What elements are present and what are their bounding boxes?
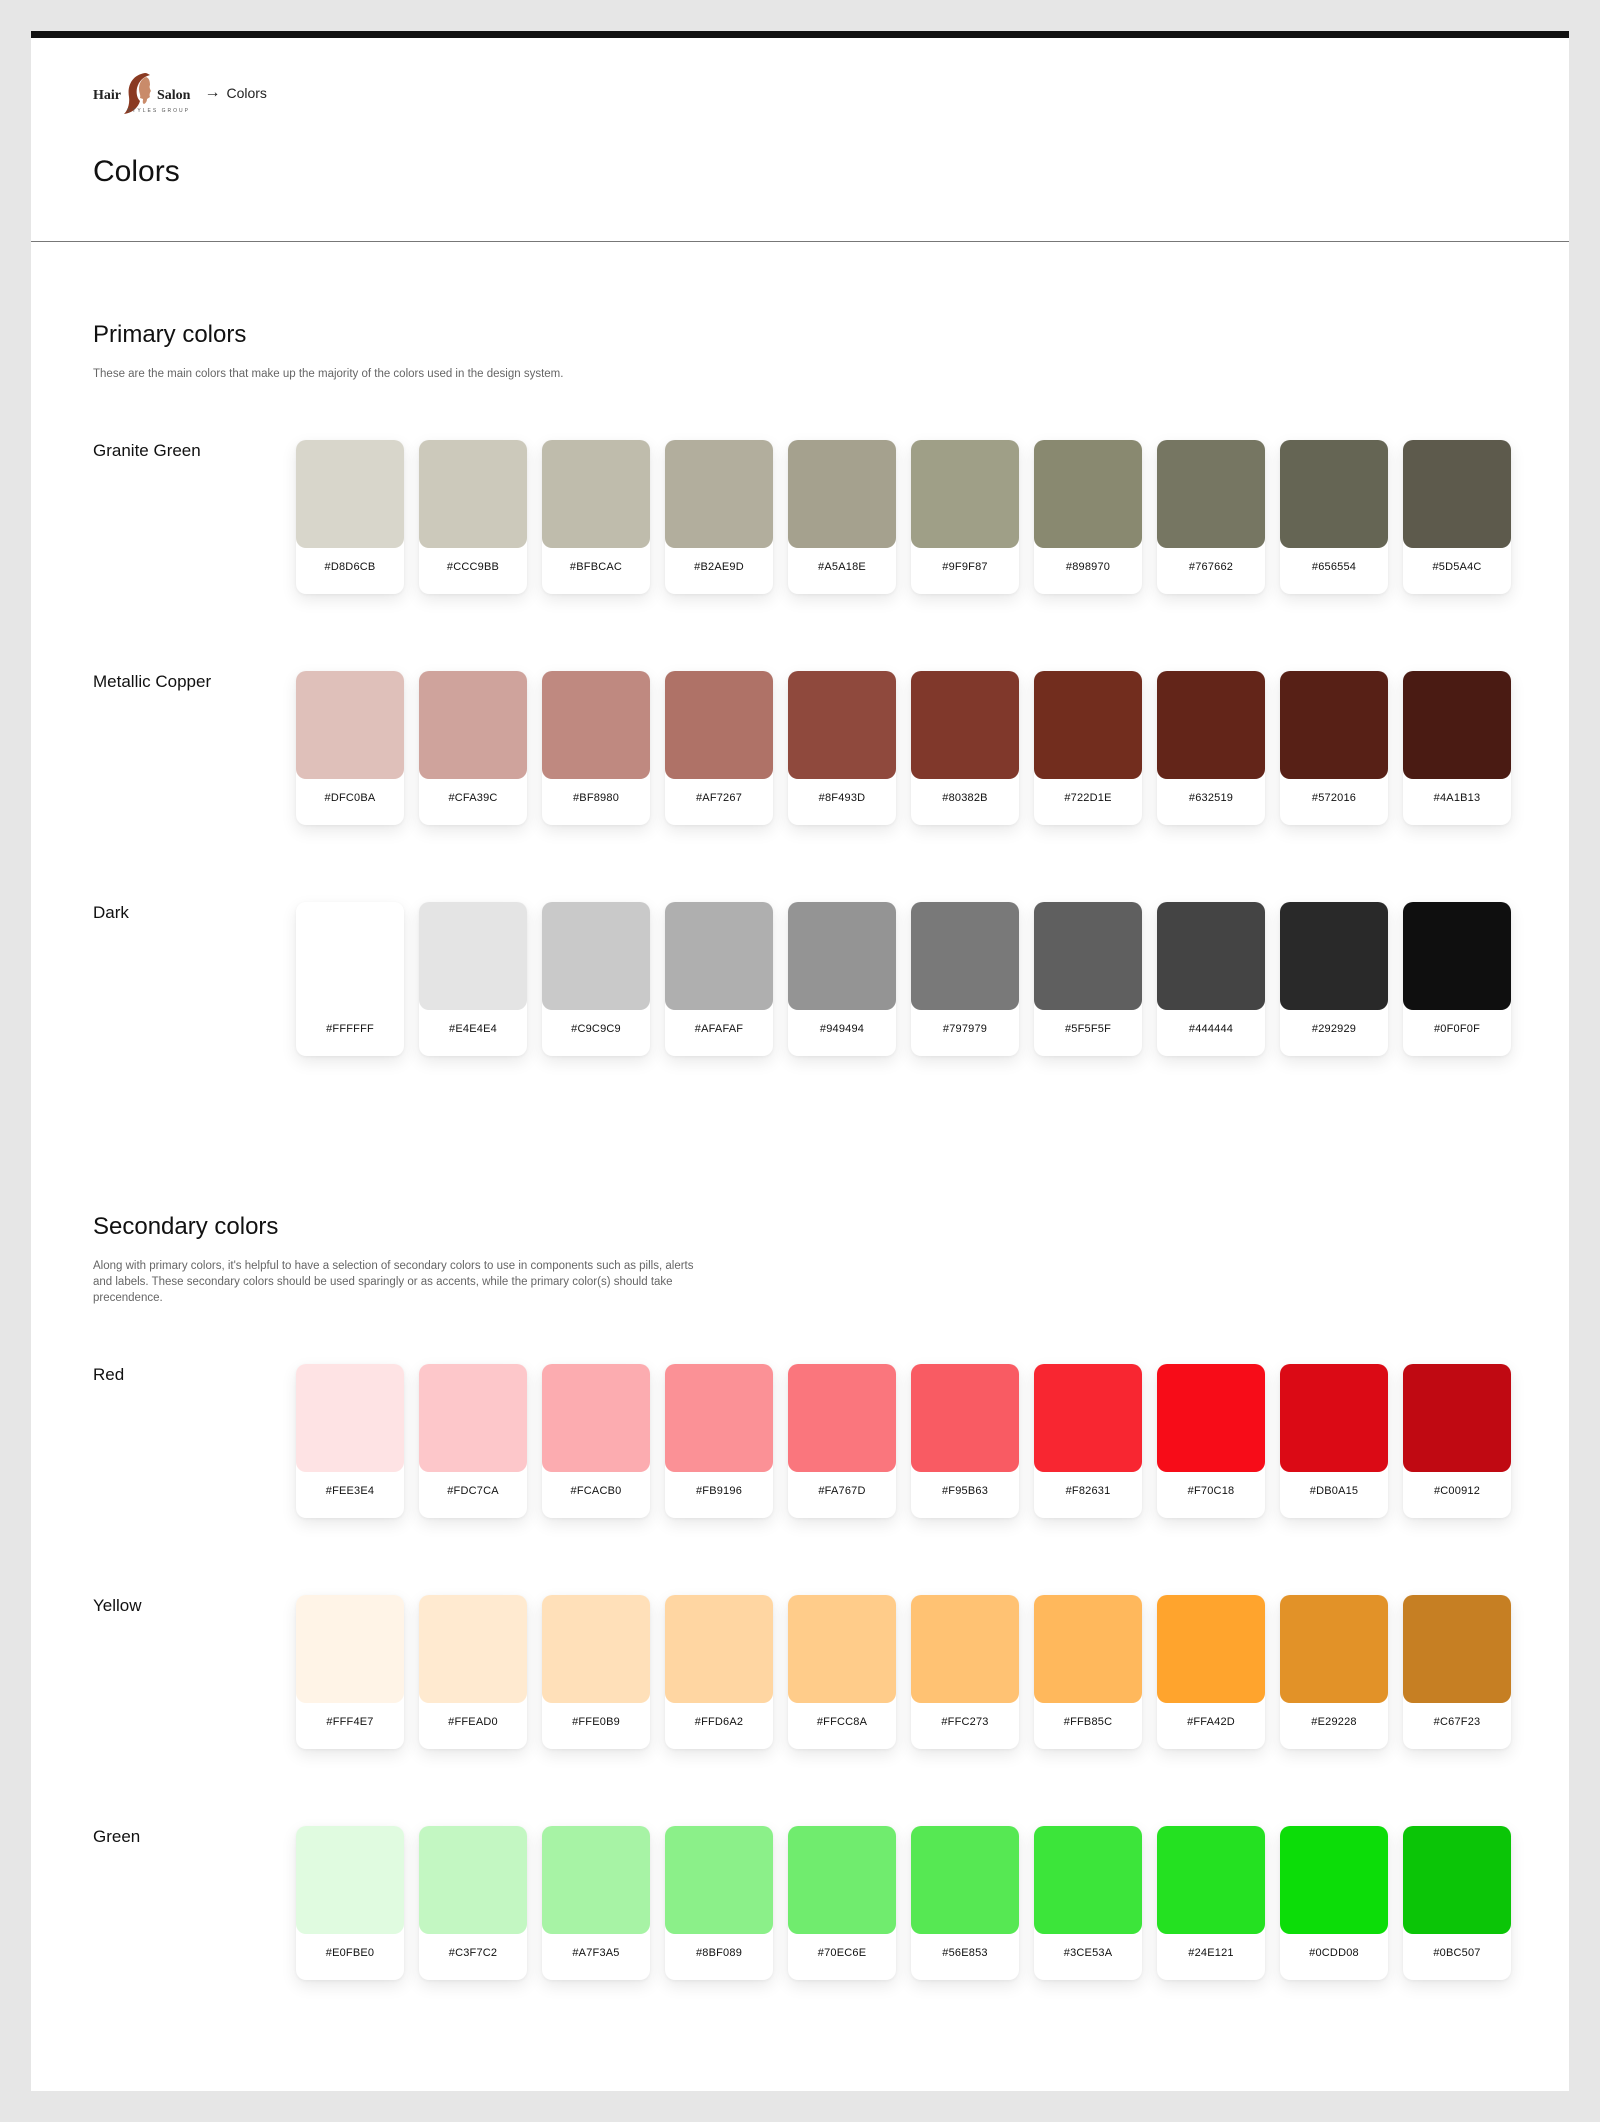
palette-granite-green: [296, 440, 1511, 594]
color-hex-label: #E4E4E4: [449, 1023, 497, 1035]
color-hex-label: #FFE0B9: [572, 1716, 620, 1728]
color-hex-label: #767662: [1188, 561, 1234, 573]
color-swatch-card[interactable]: [911, 671, 1019, 825]
color-chip: [419, 671, 527, 779]
color-chip: [788, 1595, 896, 1703]
color-swatch-card[interactable]: [788, 1364, 896, 1518]
color-chip: [542, 1826, 650, 1934]
color-chip: [665, 1826, 773, 1934]
color-hex-label: #FFCC8A: [816, 1716, 868, 1728]
color-chip: [665, 671, 773, 779]
color-swatch-card[interactable]: [665, 1364, 773, 1518]
color-chip: [1280, 1595, 1388, 1703]
color-hex-label: #F70C18: [1187, 1485, 1235, 1497]
palette-dark: [296, 902, 1511, 1056]
color-chip: [542, 1364, 650, 1472]
color-swatch-card[interactable]: [1280, 1826, 1388, 1980]
color-chip: [911, 671, 1019, 779]
color-hex-label: #572016: [1311, 792, 1357, 804]
color-swatch-card[interactable]: [419, 440, 527, 594]
color-chip: [665, 440, 773, 548]
page-header: [31, 38, 1569, 242]
color-chip: [1280, 1364, 1388, 1472]
color-hex-label: #F95B63: [941, 1485, 989, 1497]
color-hex-label: #D8D6CB: [324, 561, 376, 573]
logo-tagline: STYLES GROUP: [127, 108, 190, 114]
color-chip: [296, 1826, 404, 1934]
color-hex-label: #24E121: [1188, 1947, 1234, 1959]
color-chip: [788, 1826, 896, 1934]
color-swatch-card[interactable]: [788, 902, 896, 1056]
color-hex-label: #A5A18E: [818, 561, 866, 573]
color-hex-label: #C3F7C2: [448, 1947, 498, 1959]
breadcrumb-current[interactable]: Colors: [226, 85, 267, 101]
color-swatch-card[interactable]: [542, 440, 650, 594]
color-hex-label: #632519: [1188, 792, 1234, 804]
color-hex-label: #0BC507: [1433, 1947, 1481, 1959]
color-swatch-card[interactable]: [911, 902, 1019, 1056]
color-hex-label: #949494: [819, 1023, 865, 1035]
color-hex-label: #FB9196: [695, 1485, 743, 1497]
color-hex-label: #898970: [1065, 561, 1111, 573]
color-chip: [665, 1364, 773, 1472]
color-swatch-card[interactable]: [419, 1595, 527, 1749]
color-chip: [1034, 902, 1142, 1010]
color-swatch-card[interactable]: [542, 1595, 650, 1749]
color-chip: [296, 902, 404, 1010]
color-hex-label: #FEE3E4: [325, 1485, 375, 1497]
color-chip: [788, 671, 896, 779]
color-hex-label: #722D1E: [1064, 792, 1112, 804]
color-swatch-card[interactable]: [296, 671, 404, 825]
color-swatch-card[interactable]: [665, 1826, 773, 1980]
color-swatch-card[interactable]: [1157, 440, 1265, 594]
color-swatch-card[interactable]: [788, 1595, 896, 1749]
color-hex-label: #F82631: [1065, 1485, 1111, 1497]
color-swatch-card[interactable]: [1157, 1595, 1265, 1749]
color-swatch-card[interactable]: [542, 671, 650, 825]
palette-label-red: Red: [93, 1365, 125, 1384]
palette-yellow: [296, 1595, 1511, 1749]
color-swatch-card[interactable]: [911, 1364, 1019, 1518]
color-hex-label: #70EC6E: [817, 1947, 867, 1959]
color-swatch-card[interactable]: [419, 671, 527, 825]
color-chip: [1157, 671, 1265, 779]
color-chip: [1157, 1595, 1265, 1703]
color-hex-label: #656554: [1311, 561, 1357, 573]
color-swatch-card[interactable]: [296, 902, 404, 1056]
color-chip: [665, 902, 773, 1010]
palette-label-yellow: Yellow: [93, 1596, 142, 1615]
color-chip: [1157, 1826, 1265, 1934]
color-swatch-card[interactable]: [788, 1826, 896, 1980]
color-swatch-card[interactable]: [788, 671, 896, 825]
color-swatch-card[interactable]: [542, 902, 650, 1056]
breadcrumb: [93, 68, 267, 118]
color-hex-label: #8BF089: [695, 1947, 743, 1959]
color-hex-label: #FFA42D: [1187, 1716, 1235, 1728]
color-chip: [1157, 440, 1265, 548]
color-chip: [1280, 671, 1388, 779]
color-chip: [1034, 1595, 1142, 1703]
color-chip: [911, 1826, 1019, 1934]
color-chip: [542, 1595, 650, 1703]
palette-label-dark: Dark: [93, 903, 129, 922]
color-hex-label: #AFAFAF: [694, 1023, 744, 1035]
color-hex-label: #FFB85C: [1063, 1716, 1113, 1728]
color-swatch-card[interactable]: [296, 1595, 404, 1749]
color-swatch-card[interactable]: [911, 1826, 1019, 1980]
color-hex-label: #292929: [1311, 1023, 1357, 1035]
color-chip: [665, 1595, 773, 1703]
color-hex-label: #9F9F87: [942, 561, 988, 573]
primary-colors-description: These are the main colors that make up the majority of the colors used in the design system.: [93, 368, 564, 380]
colors-page: [31, 31, 1569, 2091]
logo-word-hair: Hair: [93, 88, 121, 103]
color-hex-label: #FFF4E7: [326, 1716, 374, 1728]
color-chip: [1034, 1826, 1142, 1934]
color-hex-label: #B2AE9D: [694, 561, 744, 573]
color-swatch-card[interactable]: [1034, 902, 1142, 1056]
palette-red: [296, 1364, 1511, 1518]
color-swatch-card[interactable]: [665, 440, 773, 594]
color-chip: [788, 440, 896, 548]
color-chip: [1403, 902, 1511, 1010]
palette-metallic-copper: [296, 671, 1511, 825]
color-chip: [296, 440, 404, 548]
color-swatch-card[interactable]: [296, 440, 404, 594]
color-hex-label: #E0FBE0: [325, 1947, 375, 1959]
color-hex-label: #BF8980: [572, 792, 620, 804]
color-swatch-card[interactable]: [542, 1364, 650, 1518]
color-hex-label: #444444: [1188, 1023, 1234, 1035]
color-chip: [1403, 1595, 1511, 1703]
color-chip: [1034, 1364, 1142, 1472]
hair-salon-logo[interactable]: [93, 68, 190, 118]
color-swatch-card[interactable]: [1034, 440, 1142, 594]
color-swatch-card[interactable]: [419, 1364, 527, 1518]
color-swatch-card[interactable]: [911, 1595, 1019, 1749]
color-swatch-card[interactable]: [665, 1595, 773, 1749]
color-hex-label: #FDC7CA: [447, 1485, 499, 1497]
color-hex-label: #FFFFFF: [326, 1023, 374, 1035]
color-chip: [911, 440, 1019, 548]
color-swatch-card[interactable]: [665, 671, 773, 825]
color-swatch-card[interactable]: [1403, 902, 1511, 1056]
color-hex-label: #DB0A15: [1309, 1485, 1359, 1497]
color-chip: [1403, 1826, 1511, 1934]
color-chip: [788, 1364, 896, 1472]
color-swatch-card[interactable]: [665, 902, 773, 1056]
color-swatch-card[interactable]: [1403, 1364, 1511, 1518]
color-hex-label: #AF7267: [695, 792, 743, 804]
color-swatch-card[interactable]: [419, 1826, 527, 1980]
color-chip: [542, 671, 650, 779]
color-chip: [911, 1595, 1019, 1703]
color-chip: [1280, 440, 1388, 548]
secondary-colors-title: Secondary colors: [93, 1213, 279, 1240]
color-chip: [296, 671, 404, 779]
color-chip: [1034, 440, 1142, 548]
color-swatch-card[interactable]: [1403, 671, 1511, 825]
color-chip: [1403, 1364, 1511, 1472]
color-chip: [419, 902, 527, 1010]
color-swatch-card[interactable]: [419, 902, 527, 1056]
color-swatch-card[interactable]: [1403, 440, 1511, 594]
color-hex-label: #80382B: [942, 792, 988, 804]
color-swatch-card[interactable]: [1280, 1595, 1388, 1749]
color-hex-label: #FA767D: [818, 1485, 866, 1497]
color-hex-label: #C9C9C9: [571, 1023, 621, 1035]
color-hex-label: #797979: [942, 1023, 988, 1035]
color-chip: [419, 1826, 527, 1934]
palette-label-granite-green: Granite Green: [93, 441, 201, 460]
color-hex-label: #8F493D: [818, 792, 866, 804]
color-chip: [1403, 671, 1511, 779]
color-chip: [1034, 671, 1142, 779]
color-hex-label: #FFD6A2: [694, 1716, 744, 1728]
color-swatch-card[interactable]: [296, 1364, 404, 1518]
color-hex-label: #FFC273: [941, 1716, 989, 1728]
color-swatch-card[interactable]: [1280, 902, 1388, 1056]
color-chip: [1280, 902, 1388, 1010]
color-chip: [911, 1364, 1019, 1472]
color-chip: [419, 440, 527, 548]
palette-label-green: Green: [93, 1827, 141, 1846]
secondary-colors-description: Along with primary colors, it's helpful to have a selection of secondary colors to use in components such as pills, alerts and labels. These secondary colors should be used sparingly or as accents, while the primary color(s) should take precendence.: [93, 1260, 694, 1304]
color-chip: [788, 902, 896, 1010]
color-swatch-card[interactable]: [1034, 1595, 1142, 1749]
color-swatch-card[interactable]: [1034, 671, 1142, 825]
color-hex-label: #0CDD08: [1309, 1947, 1359, 1959]
color-hex-label: #BFBCAC: [569, 561, 623, 573]
color-swatch-card[interactable]: [1280, 1364, 1388, 1518]
color-chip: [419, 1595, 527, 1703]
palette-green: [296, 1826, 1511, 1980]
arrow-right-icon: →: [204, 84, 221, 101]
color-swatch-card[interactable]: [542, 1826, 650, 1980]
color-hex-label: #5F5F5F: [1064, 1023, 1112, 1035]
palette-label-metallic-copper: Metallic Copper: [93, 672, 212, 691]
color-swatch-card[interactable]: [1157, 1364, 1265, 1518]
color-swatch-card[interactable]: [1157, 902, 1265, 1056]
color-chip: [542, 902, 650, 1010]
color-hex-label: #5D5A4C: [1432, 561, 1482, 573]
color-swatch-card[interactable]: [1403, 1826, 1511, 1980]
color-hex-label: #56E853: [942, 1947, 988, 1959]
color-swatch-card[interactable]: [1157, 1826, 1265, 1980]
color-chip: [296, 1595, 404, 1703]
color-hex-label: #C00912: [1433, 1485, 1481, 1497]
color-swatch-card[interactable]: [1280, 671, 1388, 825]
color-hex-label: #A7F3A5: [572, 1947, 620, 1959]
color-swatch-card[interactable]: [1034, 1826, 1142, 1980]
color-chip: [1157, 1364, 1265, 1472]
color-chip: [1157, 902, 1265, 1010]
color-swatch-card[interactable]: [1034, 1364, 1142, 1518]
color-hex-label: #4A1B13: [1433, 792, 1481, 804]
color-chip: [419, 1364, 527, 1472]
color-chip: [1280, 1826, 1388, 1934]
color-hex-label: #C67F23: [1433, 1716, 1481, 1728]
color-hex-label: #0F0F0F: [1433, 1023, 1481, 1035]
color-swatch-card[interactable]: [1157, 671, 1265, 825]
primary-colors-title: Primary colors: [93, 321, 247, 348]
color-hex-label: #3CE53A: [1063, 1947, 1113, 1959]
color-hex-label: #E29228: [1311, 1716, 1357, 1728]
color-hex-label: #FCACB0: [570, 1485, 622, 1497]
logo-word-salon: Salon: [157, 88, 191, 103]
color-hex-label: #CFA39C: [448, 792, 498, 804]
color-hex-label: #CCC9BB: [446, 561, 500, 573]
color-chip: [542, 440, 650, 548]
color-swatch-card[interactable]: [1280, 440, 1388, 594]
color-swatch-card[interactable]: [911, 440, 1019, 594]
color-chip: [296, 1364, 404, 1472]
color-chip: [1403, 440, 1511, 548]
color-swatch-card[interactable]: [296, 1826, 404, 1980]
color-swatch-card[interactable]: [788, 440, 896, 594]
color-hex-label: #FFEAD0: [448, 1716, 498, 1728]
color-hex-label: #DFC0BA: [324, 792, 376, 804]
color-chip: [911, 902, 1019, 1010]
color-swatch-card[interactable]: [1403, 1595, 1511, 1749]
page-title: Colors: [93, 155, 180, 188]
